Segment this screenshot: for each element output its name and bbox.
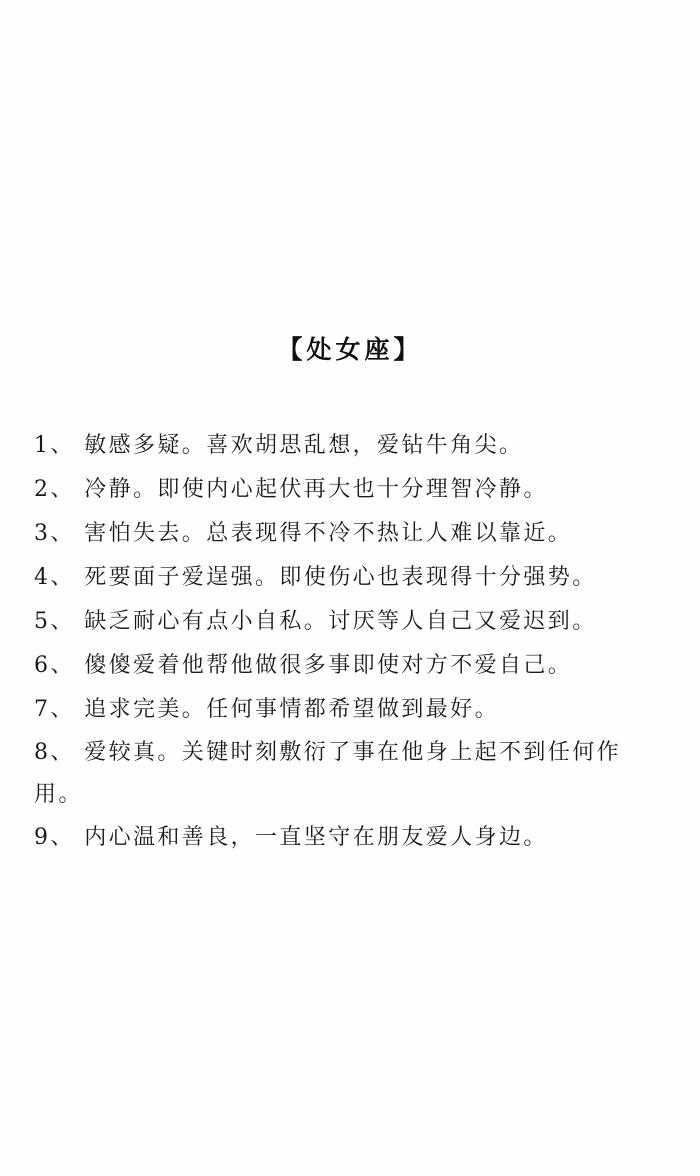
- page-title: 【处女座】: [277, 335, 423, 364]
- list-item: 1、 敏感多疑。喜欢胡思乱想，爱钻牛角尖。: [34, 433, 524, 458]
- list-item: 2、 冷静。即使内心起伏再大也十分理智冷静。: [34, 477, 548, 502]
- list-item: 6、 傻傻爱着他帮他做很多事即使对方不爱自己。: [34, 653, 573, 678]
- list-item: 4、 死要面子爱逞强。即使伤心也表现得十分强势。: [34, 565, 597, 590]
- list-item: 3、 害怕失去。总表现得不冷不热让人难以靠近。: [34, 521, 573, 546]
- list-item: 8、 爱较真。关键时刻敷衍了事在他身上起不到任何作用。: [34, 740, 621, 807]
- trait-list: [34, 424, 644, 860]
- list-item: 7、 追求完美。任何事情都希望做到最好。: [34, 697, 499, 722]
- list-item: 9、 内心温和善良，一直坚守在朋友爱人身边。: [34, 825, 548, 850]
- list-item: 5、 缺乏耐心有点小自私。讨厌等人自己又爱迟到。: [34, 609, 597, 634]
